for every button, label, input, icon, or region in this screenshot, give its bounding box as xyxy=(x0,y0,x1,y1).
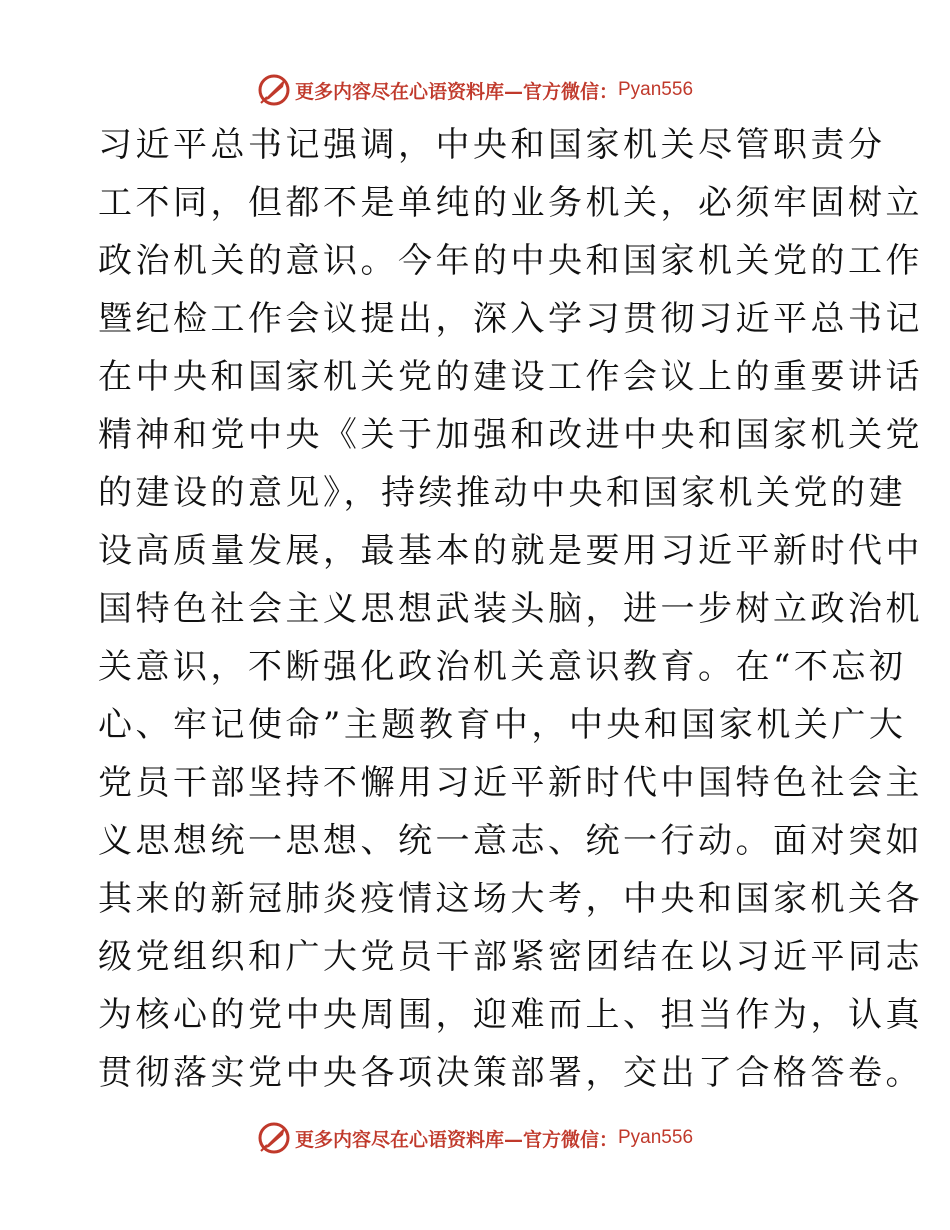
watermark-wechat-id: Pyan556 xyxy=(618,79,694,100)
text-line: 贯彻落实党中央各项决策部署，交出了合格答卷。 xyxy=(98,1053,923,1093)
text-line: 精神和党中央《关于加强和改进中央和国家机关党 xyxy=(98,415,923,455)
quill-logo-icon xyxy=(257,1121,291,1155)
text-line: 其来的新冠肺炎疫情这场大考，中央和国家机关各 xyxy=(98,879,923,919)
watermark-text: 更多内容尽在心语资料库—官方微信： xyxy=(294,1128,618,1151)
text-line: 级党组织和广大党员干部紧密团结在以习近平同志 xyxy=(98,937,923,977)
text-line: 设高质量发展，最基本的就是要用习近平新时代中 xyxy=(98,531,923,571)
text-line: 义思想统一思想、统一意志、统一行动。面对突如 xyxy=(98,821,923,861)
text-line: 的建设的意见》，持续推动中央和国家机关党的建 xyxy=(98,473,906,513)
text-line: 心、牢记使命”主题教育中，中央和国家机关广大 xyxy=(98,705,907,745)
watermark-text: 更多内容尽在心语资料库—官方微信： xyxy=(294,80,618,103)
quill-logo-icon xyxy=(257,73,291,107)
text-line: 关意识，不断强化政治机关意识教育。在“不忘初 xyxy=(98,647,907,687)
watermark-wechat-id: Pyan556 xyxy=(618,1127,694,1148)
header-watermark xyxy=(0,70,950,110)
text-line: 党员干部坚持不懈用习近平新时代中国特色社会主 xyxy=(98,763,923,803)
footer-watermark xyxy=(0,1118,950,1158)
body-paragraph xyxy=(98,116,923,1102)
text-line: 暨纪检工作会议提出，深入学习贯彻习近平总书记 xyxy=(98,299,923,339)
text-line: 政治机关的意识。今年的中央和国家机关党的工作 xyxy=(98,241,923,281)
text-line: 为核心的党中央周围，迎难而上、担当作为，认真 xyxy=(98,995,923,1035)
text-line: 国特色社会主义思想武装头脑，进一步树立政治机 xyxy=(98,589,923,629)
text-line: 习近平总书记强调，中央和国家机关尽管职责分 xyxy=(98,125,886,165)
text-line: 工不同，但都不是单纯的业务机关，必须牢固树立 xyxy=(98,183,923,223)
text-line: 在中央和国家机关党的建设工作会议上的重要讲话 xyxy=(98,357,923,397)
